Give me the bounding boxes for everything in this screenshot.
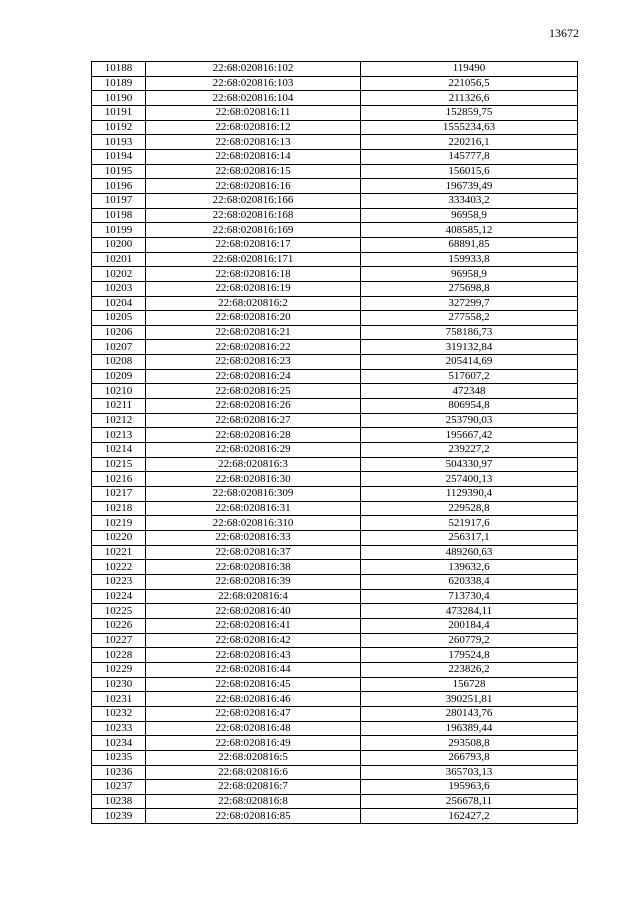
table-row	[92, 809, 578, 824]
row-number-cell: 10194	[92, 149, 146, 164]
row-number-cell: 10214	[92, 443, 146, 458]
row-number-cell: 10222	[92, 560, 146, 575]
value-cell: 620338,4	[361, 574, 578, 589]
row-number-cell: 10195	[92, 164, 146, 179]
value-cell: 521917,6	[361, 516, 578, 531]
table-row	[92, 281, 578, 296]
row-number-cell: 10231	[92, 692, 146, 707]
table-row	[92, 560, 578, 575]
value-cell: 220216,1	[361, 135, 578, 150]
row-number-cell: 10239	[92, 809, 146, 824]
table-row	[92, 662, 578, 677]
row-number-cell: 10198	[92, 208, 146, 223]
value-cell: 256678,11	[361, 794, 578, 809]
row-number-cell: 10200	[92, 237, 146, 252]
row-number-cell: 10188	[92, 62, 146, 77]
value-cell: 196739,49	[361, 179, 578, 194]
table-row	[92, 721, 578, 736]
row-number-cell: 10218	[92, 501, 146, 516]
table-body	[92, 62, 578, 824]
table-row	[92, 501, 578, 516]
row-number-cell: 10230	[92, 677, 146, 692]
table-row	[92, 164, 578, 179]
cadastral-number-cell: 22:68:020816:45	[146, 677, 361, 692]
value-cell: 223826,2	[361, 662, 578, 677]
value-cell: 196389,44	[361, 721, 578, 736]
row-number-cell: 10201	[92, 252, 146, 267]
cadastral-number-cell: 22:68:020816:20	[146, 311, 361, 326]
table-row	[92, 633, 578, 648]
row-number-cell: 10221	[92, 545, 146, 560]
row-number-cell: 10209	[92, 369, 146, 384]
cadastral-number-cell: 22:68:020816:13	[146, 135, 361, 150]
cadastral-number-cell: 22:68:020816:22	[146, 340, 361, 355]
cadastral-number-cell: 22:68:020816:44	[146, 662, 361, 677]
cadastral-number-cell: 22:68:020816:8	[146, 794, 361, 809]
value-cell: 280143,76	[361, 706, 578, 721]
value-cell: 195667,42	[361, 428, 578, 443]
cadastral-number-cell: 22:68:020816:38	[146, 560, 361, 575]
row-number-cell: 10203	[92, 281, 146, 296]
row-number-cell: 10197	[92, 193, 146, 208]
table-row	[92, 325, 578, 340]
table-row	[92, 62, 578, 77]
row-number-cell: 10207	[92, 340, 146, 355]
value-cell: 68891,85	[361, 237, 578, 252]
cadastral-number-cell: 22:68:020816:31	[146, 501, 361, 516]
cadastral-number-cell: 22:68:020816:103	[146, 76, 361, 91]
cadastral-number-cell: 22:68:020816:27	[146, 413, 361, 428]
row-number-cell: 10228	[92, 648, 146, 663]
row-number-cell: 10190	[92, 91, 146, 106]
table-row	[92, 208, 578, 223]
row-number-cell: 10232	[92, 706, 146, 721]
value-cell: 156015,6	[361, 164, 578, 179]
cadastral-number-cell: 22:68:020816:11	[146, 105, 361, 120]
value-cell: 229528,8	[361, 501, 578, 516]
value-cell: 275698,8	[361, 281, 578, 296]
table-row	[92, 267, 578, 282]
table-row	[92, 692, 578, 707]
row-number-cell: 10204	[92, 296, 146, 311]
row-number-cell: 10206	[92, 325, 146, 340]
cadastral-number-cell: 22:68:020816:3	[146, 457, 361, 472]
table-row	[92, 105, 578, 120]
value-cell: 472348	[361, 384, 578, 399]
cadastral-number-cell: 22:68:020816:14	[146, 149, 361, 164]
value-cell: 96958,9	[361, 208, 578, 223]
value-cell: 293508,8	[361, 736, 578, 751]
table-row	[92, 516, 578, 531]
page-number: 13672	[549, 26, 579, 40]
table-row	[92, 457, 578, 472]
value-cell: 1129390,4	[361, 487, 578, 502]
table-row	[92, 223, 578, 238]
cadastral-number-cell: 22:68:020816:41	[146, 618, 361, 633]
cadastral-number-cell: 22:68:020816:30	[146, 472, 361, 487]
row-number-cell: 10238	[92, 794, 146, 809]
table-row	[92, 296, 578, 311]
row-number-cell: 10217	[92, 487, 146, 502]
cadastral-number-cell: 22:68:020816:5	[146, 750, 361, 765]
cadastral-number-cell: 22:68:020816:21	[146, 325, 361, 340]
cadastral-number-cell: 22:68:020816:33	[146, 531, 361, 546]
row-number-cell: 10202	[92, 267, 146, 282]
cadastral-number-cell: 22:68:020816:43	[146, 648, 361, 663]
table-row	[92, 428, 578, 443]
row-number-cell: 10189	[92, 76, 146, 91]
value-cell: 239227,2	[361, 443, 578, 458]
row-number-cell: 10223	[92, 574, 146, 589]
cadastral-number-cell: 22:68:020816:310	[146, 516, 361, 531]
value-cell: 96958,9	[361, 267, 578, 282]
row-number-cell: 10233	[92, 721, 146, 736]
value-cell: 162427,2	[361, 809, 578, 824]
table-row	[92, 135, 578, 150]
cadastral-number-cell: 22:68:020816:28	[146, 428, 361, 443]
value-cell: 139632,6	[361, 560, 578, 575]
table-row	[92, 677, 578, 692]
value-cell: 145777,8	[361, 149, 578, 164]
row-number-cell: 10216	[92, 472, 146, 487]
value-cell: 473284,11	[361, 604, 578, 619]
table-row	[92, 531, 578, 546]
cadastral-number-cell: 22:68:020816:171	[146, 252, 361, 267]
value-cell: 257400,13	[361, 472, 578, 487]
row-number-cell: 10215	[92, 457, 146, 472]
cadastral-number-cell: 22:68:020816:166	[146, 193, 361, 208]
cadastral-value-table-container	[91, 61, 577, 824]
table-row	[92, 91, 578, 106]
row-number-cell: 10220	[92, 531, 146, 546]
value-cell: 806954,8	[361, 399, 578, 414]
value-cell: 517607,2	[361, 369, 578, 384]
table-row	[92, 369, 578, 384]
row-number-cell: 10237	[92, 780, 146, 795]
value-cell: 221056,5	[361, 76, 578, 91]
cadastral-number-cell: 22:68:020816:18	[146, 267, 361, 282]
row-number-cell: 10235	[92, 750, 146, 765]
row-number-cell: 10191	[92, 105, 146, 120]
cadastral-number-cell: 22:68:020816:48	[146, 721, 361, 736]
row-number-cell: 10210	[92, 384, 146, 399]
row-number-cell: 10199	[92, 223, 146, 238]
value-cell: 327299,7	[361, 296, 578, 311]
row-number-cell: 10212	[92, 413, 146, 428]
table-row	[92, 780, 578, 795]
cadastral-number-cell: 22:68:020816:26	[146, 399, 361, 414]
cadastral-number-cell: 22:68:020816:6	[146, 765, 361, 780]
value-cell: 211326,6	[361, 91, 578, 106]
row-number-cell: 10211	[92, 399, 146, 414]
cadastral-number-cell: 22:68:020816:309	[146, 487, 361, 502]
cadastral-number-cell: 22:68:020816:168	[146, 208, 361, 223]
table-row	[92, 384, 578, 399]
cadastral-number-cell: 22:68:020816:16	[146, 179, 361, 194]
value-cell: 256317,1	[361, 531, 578, 546]
cadastral-number-cell: 22:68:020816:85	[146, 809, 361, 824]
table-row	[92, 120, 578, 135]
table-row	[92, 574, 578, 589]
table-row	[92, 443, 578, 458]
table-row	[92, 252, 578, 267]
value-cell: 266793,8	[361, 750, 578, 765]
row-number-cell: 10234	[92, 736, 146, 751]
value-cell: 205414,69	[361, 355, 578, 370]
row-number-cell: 10226	[92, 618, 146, 633]
cadastral-number-cell: 22:68:020816:19	[146, 281, 361, 296]
table-row	[92, 487, 578, 502]
table-row	[92, 76, 578, 91]
table-row	[92, 794, 578, 809]
table-row	[92, 618, 578, 633]
table-row	[92, 765, 578, 780]
cadastral-number-cell: 22:68:020816:47	[146, 706, 361, 721]
table-row	[92, 648, 578, 663]
table-row	[92, 750, 578, 765]
cadastral-number-cell: 22:68:020816:104	[146, 91, 361, 106]
table-row	[92, 311, 578, 326]
table-row	[92, 472, 578, 487]
cadastral-number-cell: 22:68:020816:24	[146, 369, 361, 384]
cadastral-number-cell: 22:68:020816:25	[146, 384, 361, 399]
row-number-cell: 10208	[92, 355, 146, 370]
value-cell: 195963,6	[361, 780, 578, 795]
table-row	[92, 736, 578, 751]
cadastral-number-cell: 22:68:020816:37	[146, 545, 361, 560]
cadastral-number-cell: 22:68:020816:12	[146, 120, 361, 135]
table-row	[92, 340, 578, 355]
value-cell: 179524,8	[361, 648, 578, 663]
value-cell: 365703,13	[361, 765, 578, 780]
cadastral-number-cell: 22:68:020816:49	[146, 736, 361, 751]
row-number-cell: 10219	[92, 516, 146, 531]
cadastral-value-table	[91, 61, 578, 824]
value-cell: 152859,75	[361, 105, 578, 120]
value-cell: 333403,2	[361, 193, 578, 208]
value-cell: 119490	[361, 62, 578, 77]
table-row	[92, 399, 578, 414]
table-row	[92, 149, 578, 164]
row-number-cell: 10229	[92, 662, 146, 677]
cadastral-number-cell: 22:68:020816:42	[146, 633, 361, 648]
value-cell: 713730,4	[361, 589, 578, 604]
table-row	[92, 706, 578, 721]
value-cell: 253790,03	[361, 413, 578, 428]
row-number-cell: 10224	[92, 589, 146, 604]
row-number-cell: 10213	[92, 428, 146, 443]
cadastral-number-cell: 22:68:020816:169	[146, 223, 361, 238]
row-number-cell: 10205	[92, 311, 146, 326]
table-row	[92, 237, 578, 252]
row-number-cell: 10196	[92, 179, 146, 194]
row-number-cell: 10192	[92, 120, 146, 135]
value-cell: 156728	[361, 677, 578, 692]
value-cell: 758186,73	[361, 325, 578, 340]
cadastral-number-cell: 22:68:020816:4	[146, 589, 361, 604]
value-cell: 277558,2	[361, 311, 578, 326]
cadastral-number-cell: 22:68:020816:15	[146, 164, 361, 179]
cadastral-number-cell: 22:68:020816:102	[146, 62, 361, 77]
table-row	[92, 604, 578, 619]
row-number-cell: 10227	[92, 633, 146, 648]
table-row	[92, 179, 578, 194]
table-row	[92, 413, 578, 428]
value-cell: 390251,81	[361, 692, 578, 707]
cadastral-number-cell: 22:68:020816:7	[146, 780, 361, 795]
cadastral-number-cell: 22:68:020816:40	[146, 604, 361, 619]
table-row	[92, 589, 578, 604]
value-cell: 319132,84	[361, 340, 578, 355]
table-row	[92, 545, 578, 560]
value-cell: 200184,4	[361, 618, 578, 633]
value-cell: 489260,63	[361, 545, 578, 560]
value-cell: 260779,2	[361, 633, 578, 648]
table-row	[92, 355, 578, 370]
cadastral-number-cell: 22:68:020816:23	[146, 355, 361, 370]
value-cell: 504330,97	[361, 457, 578, 472]
cadastral-number-cell: 22:68:020816:29	[146, 443, 361, 458]
row-number-cell: 10236	[92, 765, 146, 780]
value-cell: 1555234,63	[361, 120, 578, 135]
table-row	[92, 193, 578, 208]
cadastral-number-cell: 22:68:020816:17	[146, 237, 361, 252]
row-number-cell: 10193	[92, 135, 146, 150]
cadastral-number-cell: 22:68:020816:46	[146, 692, 361, 707]
cadastral-number-cell: 22:68:020816:2	[146, 296, 361, 311]
cadastral-number-cell: 22:68:020816:39	[146, 574, 361, 589]
value-cell: 159933,8	[361, 252, 578, 267]
value-cell: 408585,12	[361, 223, 578, 238]
row-number-cell: 10225	[92, 604, 146, 619]
